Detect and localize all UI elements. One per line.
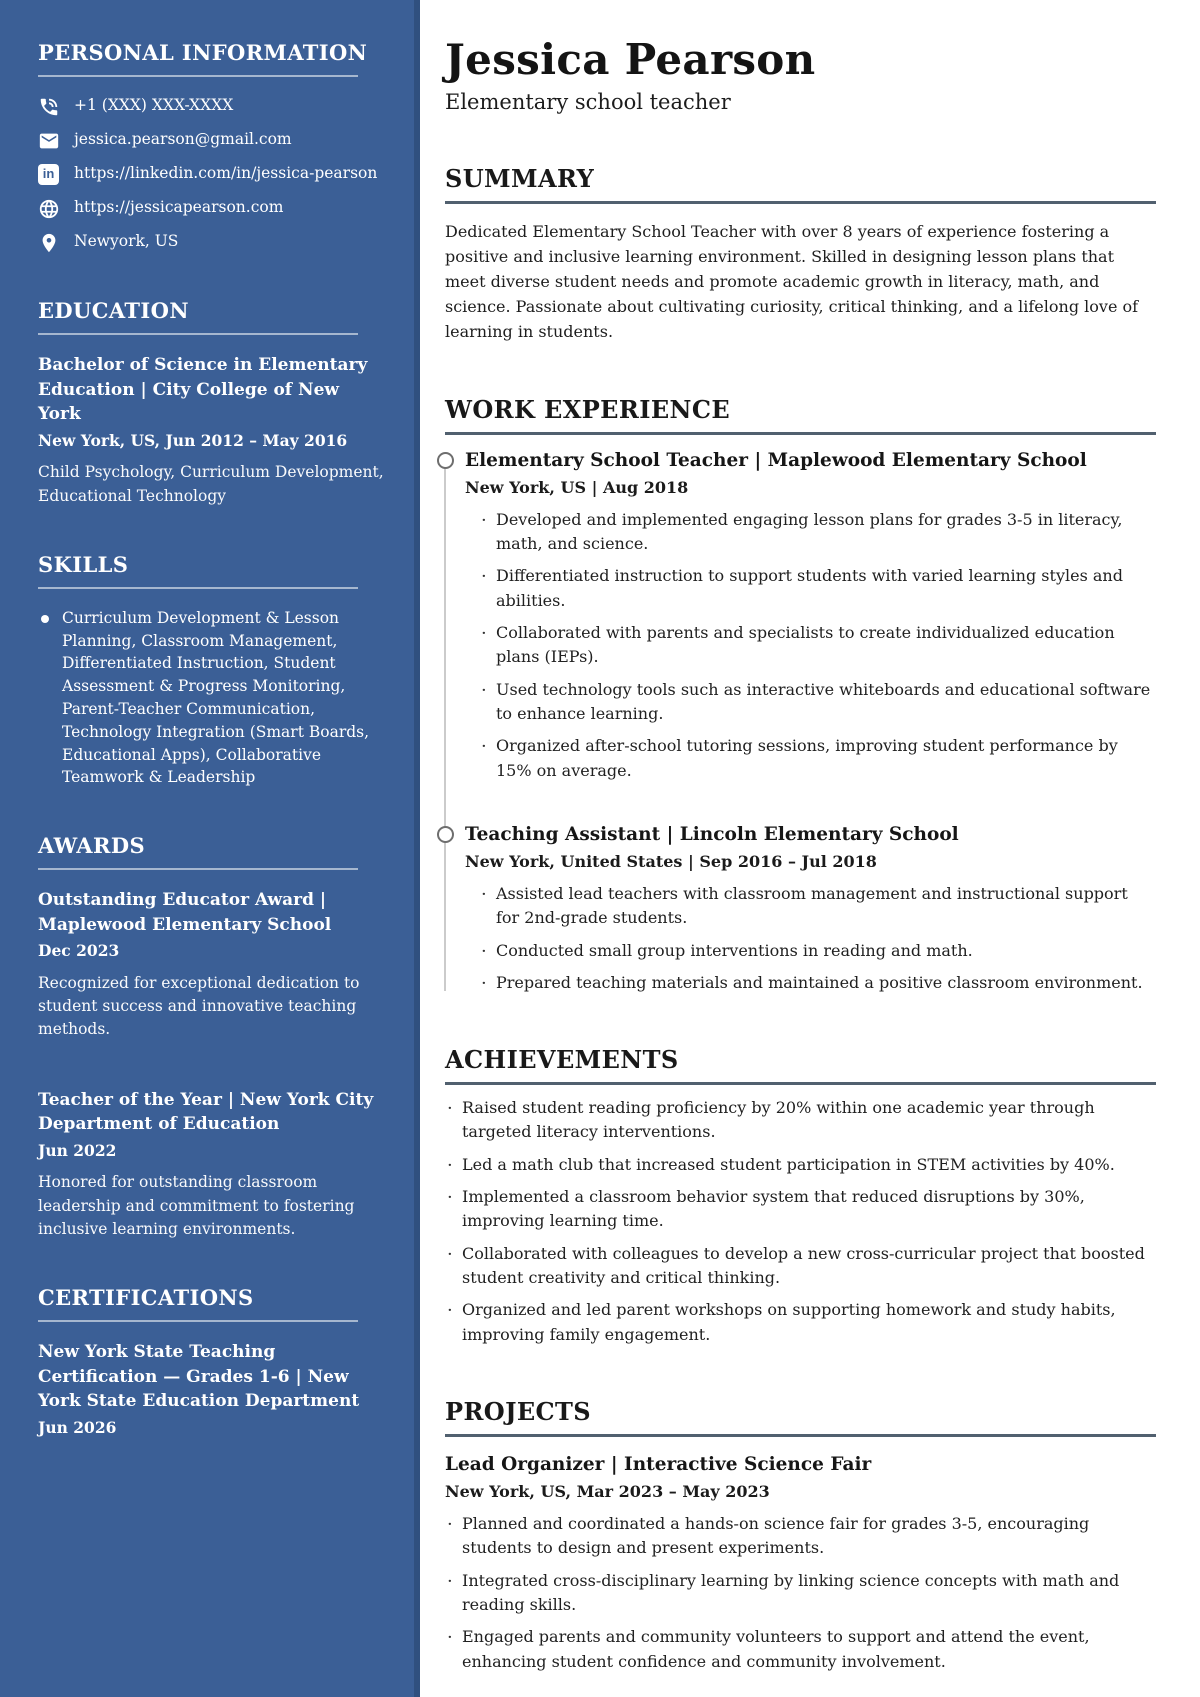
sidebar-heading-divider: [38, 75, 358, 77]
email-icon: [38, 130, 60, 152]
globe-icon: [38, 198, 60, 220]
candidate-name: Jessica Pearson: [445, 35, 816, 84]
project-title: Lead Organizer | Interactive Science Fair: [445, 1453, 872, 1475]
contact-row-linkedin: [38, 163, 386, 186]
certification-title: New York State Teaching Certification — Grades 1-6 | New York State Education Department: [38, 1342, 360, 1412]
website-url[interactable]: https://jessicapearson.com: [74, 198, 284, 216]
work-experience-heading: WORK EXPERIENCE: [445, 394, 731, 424]
sidebar-section-certifications: [38, 1285, 386, 1439]
award-title: Outstanding Educator Award | Maplewood Elementary School: [38, 890, 332, 935]
award-date: Dec 2023: [38, 941, 120, 961]
sidebar-heading-divider: [38, 1320, 358, 1322]
job-meta: New York, US | Aug 2018: [465, 477, 689, 497]
achievements-heading: ACHIEVEMENTS: [445, 1045, 679, 1075]
section-divider: [445, 1434, 1156, 1437]
project-bullet: · Integrated cross-disciplinary learning by linking science concepts with math and reading skills.: [445, 1569, 1156, 1618]
personal-information-heading: PERSONAL INFORMATION: [38, 40, 368, 65]
section-achievements: [445, 1045, 1156, 1347]
certification-entry: [38, 1340, 386, 1439]
education-heading: EDUCATION: [38, 298, 189, 323]
location-icon: [38, 232, 60, 254]
contact-row-email: [38, 129, 386, 152]
job-bullet: · Differentiated instruction to support students with varied learning styles and abilities.: [479, 564, 1156, 613]
projects-heading: PROJECTS: [445, 1396, 592, 1426]
section-summary: [445, 164, 1156, 345]
award-title: Teacher of the Year | New York City Department of Education: [38, 1089, 374, 1135]
linkedin-icon: in: [38, 164, 60, 186]
achievement-bullet: · Implemented a classroom behavior system that reduced disruptions by 30%, improving learning time.: [445, 1185, 1156, 1234]
job-title: Teaching Assistant | Lincoln Elementary School: [465, 823, 959, 845]
achievement-bullet: · Raised student reading proficiency by 20% within one academic year through targeted literacy interventions.: [445, 1096, 1156, 1145]
project-meta: New York, US, Mar 2023 – May 2023: [445, 1481, 770, 1501]
section-work-experience: [445, 395, 1156, 995]
section-projects: [445, 1397, 1156, 1674]
sidebar-section-awards: [38, 833, 386, 1241]
job-entry: [445, 449, 1156, 783]
sidebar-heading-divider: [38, 333, 358, 335]
award-description: Honored for outstanding classroom leadership and commitment to fostering inclusive learning environments.: [38, 1173, 355, 1238]
section-divider: [445, 201, 1156, 204]
section-divider: [445, 1082, 1156, 1085]
award-description: Recognized for exceptional dedication to student success and innovative teaching methods.: [38, 973, 360, 1039]
location-value: Newyork, US: [74, 232, 179, 250]
summary-text: Dedicated Elementary School Teacher with over 8 years of experience fostering a positive and inclusive learning environment. Skilled in designing lesson plans that meet diverse student needs and promote academic growth in literacy, math, and science. Passionate about cultivating curiosity, critical thinking, and a lifelong love of learning in students.: [445, 222, 1139, 341]
section-divider: [445, 432, 1156, 435]
project-bullet: · Engaged parents and community volunteers to support and attend the event, enhancing student confidence and community involvement.: [445, 1625, 1156, 1674]
work-timeline: [445, 449, 1156, 995]
achievement-bullet: · Organized and led parent workshops on supporting homework and study habits, improving family engagement.: [445, 1298, 1156, 1347]
awards-heading: AWARDS: [38, 833, 146, 859]
sidebar-section-personal-information: [38, 40, 386, 254]
email-value[interactable]: jessica.pearson@gmail.com: [74, 130, 292, 148]
linkedin-url[interactable]: https://linkedin.com/in/jessica-pearson: [74, 164, 378, 182]
job-bullet: · Collaborated with parents and specialists to create individualized education plans (IEPs).: [479, 621, 1156, 670]
phone-value: +1 (XXX) XXX-XXXX: [74, 96, 234, 114]
award-date: Jun 2022: [38, 1140, 117, 1160]
sidebar-section-skills: [38, 552, 386, 789]
skills-list: [38, 607, 386, 789]
job-bullet-list: [479, 508, 1156, 783]
contact-row-location: [38, 231, 386, 254]
candidate-title: Elementary school teacher: [445, 90, 731, 115]
achievements-list: [445, 1096, 1156, 1347]
achievement-bullet: · Led a math club that increased student participation in STEM activities by 40%.: [445, 1153, 1156, 1177]
job-bullet: · Used technology tools such as interactive whiteboards and educational software to enhance learning.: [479, 678, 1156, 727]
education-meta: New York, US, Jun 2012 – May 2016: [38, 430, 348, 450]
job-bullet-list: [479, 882, 1156, 995]
achievement-bullet: · Collaborated with colleagues to develop a new cross-curricular project that boosted student creativity and critical thinking.: [445, 1242, 1156, 1291]
skill-item: Curriculum Development & Lesson Planning, Classroom Management, Differentiated Instruction, Student Assessment & Progress Monitoring, Parent-Teacher Communication, Technology Integration (Smart Boards, Educational Apps), Collaborative Teamwork & Leadership: [38, 607, 386, 789]
job-meta: New York, United States | Sep 2016 – Jul 2018: [465, 851, 877, 871]
education-details: Child Psychology, Curriculum Development, Educational Technology: [38, 463, 384, 505]
award-entry: [38, 1088, 386, 1242]
job-title: Elementary School Teacher | Maplewood Elementary School: [465, 449, 1087, 471]
award-entry: [38, 888, 386, 1042]
resume-header: [445, 35, 1156, 115]
phone-icon: [38, 96, 60, 118]
job-bullet: · Assisted lead teachers with classroom management and instructional support for 2nd-grade students.: [479, 882, 1156, 931]
project-bullet: · Planned and coordinated a hands-on science fair for grades 3-5, encouraging students to design and present experiments.: [445, 1512, 1156, 1561]
job-bullet: · Conducted small group interventions in reading and math.: [479, 939, 1156, 963]
sidebar-heading-divider: [38, 868, 358, 870]
project-entry: [445, 1453, 1156, 1674]
sidebar-section-education: [38, 298, 386, 508]
education-entry: [38, 353, 386, 508]
contact-row-website: [38, 197, 386, 220]
education-degree: Bachelor of Science in Elementary Education | City College of New York: [38, 355, 368, 425]
sidebar: [0, 0, 420, 1697]
contact-row-phone: [38, 95, 386, 118]
summary-heading: SUMMARY: [445, 164, 595, 194]
job-entry: [445, 823, 1156, 995]
job-bullet: · Developed and implemented engaging lesson plans for grades 3-5 in literacy, math, and science.: [479, 508, 1156, 557]
project-bullet-list: [445, 1512, 1156, 1674]
job-bullet: · Prepared teaching materials and maintained a positive classroom environment.: [479, 971, 1156, 995]
certification-date: Jun 2026: [38, 1418, 117, 1438]
certifications-heading: CERTIFICATIONS: [38, 1285, 254, 1311]
main-content: [420, 0, 1200, 1697]
skills-heading: SKILLS: [38, 551, 129, 577]
sidebar-heading-divider: [38, 587, 358, 589]
job-bullet: · Organized after-school tutoring sessions, improving student performance by 15% on average.: [479, 734, 1156, 783]
